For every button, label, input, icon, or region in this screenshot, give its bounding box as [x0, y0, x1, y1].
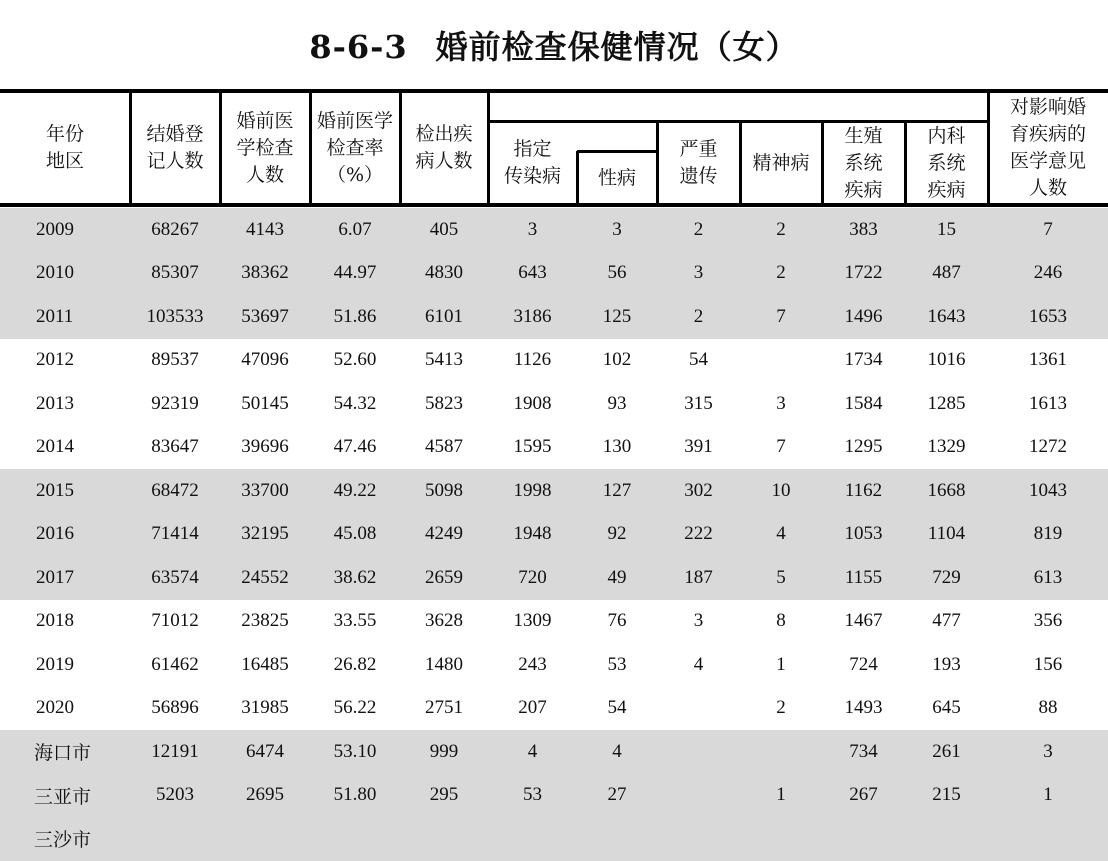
- row-label: 2010: [36, 262, 74, 284]
- table-cell: 1668: [927, 479, 966, 501]
- table-row: [0, 600, 1108, 644]
- row-label: 2014: [36, 436, 74, 458]
- table-row: [0, 295, 1108, 339]
- table-cell: 54: [607, 697, 627, 719]
- table-cell: 2: [693, 218, 704, 240]
- table-cell: 56896: [151, 697, 199, 719]
- table-row: [0, 730, 1108, 774]
- table-cell: 127: [602, 479, 632, 501]
- table-cell: 302: [684, 479, 713, 501]
- row-label: 2019: [36, 653, 74, 675]
- table-cell: 383: [849, 218, 878, 240]
- table-cell: 3: [693, 262, 704, 284]
- table-cell: 4143: [246, 218, 284, 240]
- table-cell: 44.97: [333, 262, 377, 284]
- table-cell: 1155: [844, 566, 883, 588]
- row-label: 2018: [36, 610, 74, 632]
- table-cell: 24552: [241, 566, 289, 588]
- table-row: [0, 817, 1108, 861]
- table-cell: 12191: [151, 740, 199, 762]
- table-cell: 999: [429, 740, 459, 762]
- table-cell: 1584: [844, 392, 883, 414]
- table-cell: 243: [518, 653, 547, 675]
- table-title-text: 婚前检查保健情况（女）: [435, 28, 799, 66]
- table-cell: 4: [776, 523, 786, 545]
- table-cell: 3: [693, 610, 704, 632]
- header-std: 性病: [597, 166, 636, 189]
- table-cell: 130: [602, 436, 632, 458]
- table-cell: 53: [523, 784, 542, 806]
- table-cell: 68472: [151, 479, 199, 501]
- table-cell: 356: [1033, 610, 1063, 632]
- table-body: [0, 208, 1108, 861]
- header-year-region: 年份 地区: [45, 123, 84, 172]
- table-cell: 125: [602, 305, 632, 327]
- row-label: 2020: [36, 697, 74, 719]
- table-cell: 1043: [1029, 479, 1067, 501]
- table-cell: 15: [937, 218, 956, 240]
- table-cell: 16485: [241, 653, 289, 675]
- table-cell: 7: [1043, 218, 1053, 240]
- table-cell: 1361: [1029, 349, 1067, 371]
- table-cell: 31985: [241, 697, 289, 719]
- table-cell: 6101: [425, 305, 463, 327]
- table-cell: 1613: [1029, 392, 1067, 414]
- table-cell: 47096: [241, 349, 289, 371]
- table-cell: 83647: [151, 436, 199, 458]
- table-cell: 1016: [927, 349, 966, 371]
- table-cell: 3: [1043, 740, 1053, 762]
- table-cell: 68267: [151, 218, 199, 240]
- table-cell: 5413: [425, 349, 463, 371]
- table-cell: 819: [1033, 523, 1063, 545]
- table-number: 8-6-3: [309, 28, 408, 66]
- table-cell: 76: [607, 610, 627, 632]
- header-diseases-detected: 检出疾 病人数: [415, 123, 473, 172]
- table-cell: 2751: [425, 697, 463, 719]
- header-marriage-registrations: 结婚登 记人数: [146, 123, 204, 172]
- row-label: 海口市: [34, 743, 92, 765]
- table-cell: 315: [684, 392, 713, 414]
- table-cell: 1329: [927, 436, 966, 458]
- table-cell: 267: [849, 784, 878, 806]
- table-row: [0, 208, 1108, 252]
- table-row: [0, 687, 1108, 731]
- table-row: [0, 774, 1108, 818]
- table-cell: 103533: [146, 305, 204, 327]
- table-cell: 93: [607, 392, 627, 414]
- table-cell: 720: [518, 566, 547, 588]
- table-cell: 4: [693, 653, 704, 675]
- table-cell: 32195: [241, 523, 289, 545]
- table-row: [0, 556, 1108, 600]
- table-cell: 1285: [927, 392, 966, 414]
- table-cell: 1480: [425, 653, 463, 675]
- table-cell: 5: [776, 566, 786, 588]
- table-cell: 102: [602, 349, 632, 371]
- table-row: [0, 426, 1108, 470]
- table-cell: 8: [776, 610, 786, 632]
- table-row: [0, 339, 1108, 383]
- table-cell: 26.82: [333, 653, 377, 675]
- table-cell: 4587: [425, 436, 463, 458]
- row-label: 三亚市: [34, 786, 92, 808]
- table-cell: 4: [527, 740, 538, 762]
- table-cell: 207: [518, 697, 547, 719]
- row-label: 2016: [36, 523, 74, 545]
- table-cell: 2: [776, 697, 786, 719]
- table-cell: 38362: [241, 262, 289, 284]
- table-cell: 156: [1033, 653, 1063, 675]
- header-infectious-diseases: 指定 传染病: [503, 138, 561, 187]
- table-cell: 391: [684, 436, 713, 458]
- table-cell: 53.10: [333, 740, 377, 762]
- table-cell: 7: [776, 305, 786, 327]
- row-label: 2015: [36, 479, 74, 501]
- table-cell: 50145: [241, 392, 289, 414]
- table-cell: 3: [527, 218, 538, 240]
- table-row: [0, 643, 1108, 687]
- table-cell: 27: [607, 784, 627, 806]
- row-label: 三沙市: [34, 830, 92, 852]
- table-cell: 85307: [151, 262, 199, 284]
- table-cell: 1948: [513, 523, 552, 545]
- table-cell: 3: [776, 392, 786, 414]
- table-cell: 56: [607, 262, 627, 284]
- table-row: [0, 382, 1108, 426]
- header-internal: 内科 系统 疾病: [927, 124, 966, 201]
- table-cell: 2659: [425, 566, 463, 588]
- table-cell: 261: [932, 740, 961, 762]
- table-cell: 45.08: [333, 523, 377, 545]
- table-cell: 1653: [1029, 305, 1067, 327]
- table-cell: 6.07: [338, 218, 372, 240]
- table-title: [0, 22, 1108, 68]
- table-cell: 187: [684, 566, 713, 588]
- table-cell: 724: [849, 653, 878, 675]
- table-cell: 2: [776, 262, 786, 284]
- table-cell: 71414: [151, 523, 199, 545]
- table-cell: 53697: [241, 305, 289, 327]
- table-cell: 613: [1033, 566, 1063, 588]
- table-cell: 52.60: [333, 349, 377, 371]
- row-label: 2013: [36, 392, 74, 414]
- table-cell: 1: [776, 653, 786, 675]
- table-cell: 1734: [844, 349, 883, 371]
- table-cell: 71012: [151, 610, 199, 632]
- table-cell: 6474: [246, 740, 284, 762]
- table-cell: 1496: [844, 305, 883, 327]
- table-cell: 39696: [241, 436, 289, 458]
- table-cell: 49.22: [333, 479, 377, 501]
- table-cell: 4: [612, 740, 622, 762]
- table-cell: 1643: [927, 305, 966, 327]
- table-cell: 405: [429, 218, 459, 240]
- table-cell: 645: [932, 697, 961, 719]
- table-cell: 487: [932, 262, 961, 284]
- table-cell: 5098: [425, 479, 463, 501]
- table-cell: 47.46: [333, 436, 377, 458]
- table-cell: 33700: [241, 479, 289, 501]
- table-cell: 23825: [241, 610, 289, 632]
- table-cell: 56.22: [333, 697, 377, 719]
- table-cell: 89537: [151, 349, 199, 371]
- table-cell: 10: [771, 479, 791, 501]
- header-medical-opinions: 对影响婚 育疾病的 医学意见 人数: [1009, 96, 1086, 199]
- table-cell: 295: [429, 784, 459, 806]
- table-cell: 1: [1043, 784, 1053, 806]
- table-cell: 1104: [927, 523, 966, 545]
- table-cell: 1126: [513, 349, 552, 371]
- header-premarital-exams: 婚前医 学检查 人数: [236, 109, 294, 186]
- table-row: [0, 513, 1108, 557]
- table-cell: 1998: [513, 479, 552, 501]
- table-cell: 51.80: [333, 784, 377, 806]
- table-cell: 2695: [246, 784, 284, 806]
- table-cell: 1595: [513, 436, 552, 458]
- table-cell: 477: [932, 610, 961, 632]
- table-cell: 1053: [844, 523, 883, 545]
- table-cell: 1493: [844, 697, 883, 719]
- table-cell: 38.62: [333, 566, 377, 588]
- header-exam-rate: 婚前医学 检查率 （%）: [316, 109, 393, 186]
- table-cell: 3: [612, 218, 622, 240]
- header-reproductive: 生殖 系统 疾病: [844, 124, 883, 201]
- table-cell: 246: [1033, 262, 1063, 284]
- table-cell: 92319: [151, 392, 199, 414]
- table-cell: 61462: [151, 653, 199, 675]
- table-cell: 88: [1038, 697, 1058, 719]
- table-cell: 193: [932, 653, 961, 675]
- table-cell: 1722: [844, 262, 883, 284]
- table-cell: 1309: [513, 610, 552, 632]
- table-cell: 5823: [425, 392, 463, 414]
- header-mental: 精神病: [752, 151, 810, 174]
- table-cell: 54: [689, 349, 708, 371]
- table-row: [0, 469, 1108, 513]
- table-cell: 54.32: [333, 392, 377, 414]
- table-cell: 5203: [156, 784, 194, 806]
- table-cell: 4249: [425, 523, 463, 545]
- table-cell: 51.86: [333, 305, 377, 327]
- table-cell: 49: [607, 566, 627, 588]
- table-cell: 1272: [1029, 436, 1067, 458]
- table-cell: 734: [849, 740, 878, 762]
- row-label: 2009: [36, 218, 74, 240]
- table-cell: 729: [932, 566, 961, 588]
- row-label: 2011: [36, 305, 74, 327]
- table-cell: 63574: [151, 566, 199, 588]
- table-cell: 1162: [844, 479, 883, 501]
- table-cell: 1295: [844, 436, 883, 458]
- header-bottom-rule: [0, 203, 1108, 207]
- table-cell: 53: [607, 653, 627, 675]
- row-label: 2012: [36, 349, 74, 371]
- table-cell: 1: [776, 784, 786, 806]
- table-cell: 33.55: [333, 610, 377, 632]
- table-cell: 643: [518, 262, 547, 284]
- table-cell: 2: [776, 218, 786, 240]
- table-row: [0, 252, 1108, 296]
- header-genetic: 严重 遗传: [679, 138, 718, 187]
- table-cell: 92: [607, 523, 627, 545]
- table-cell: 1467: [844, 610, 883, 632]
- table-cell: 3628: [425, 610, 463, 632]
- table-cell: 1908: [513, 392, 552, 414]
- table-cell: 3186: [513, 305, 552, 327]
- row-label: 2017: [36, 566, 74, 588]
- table-cell: 4830: [425, 262, 463, 284]
- table-cell: 222: [684, 523, 713, 545]
- table-cell: 7: [776, 436, 786, 458]
- table-cell: 2: [693, 305, 704, 327]
- table-cell: 215: [932, 784, 961, 806]
